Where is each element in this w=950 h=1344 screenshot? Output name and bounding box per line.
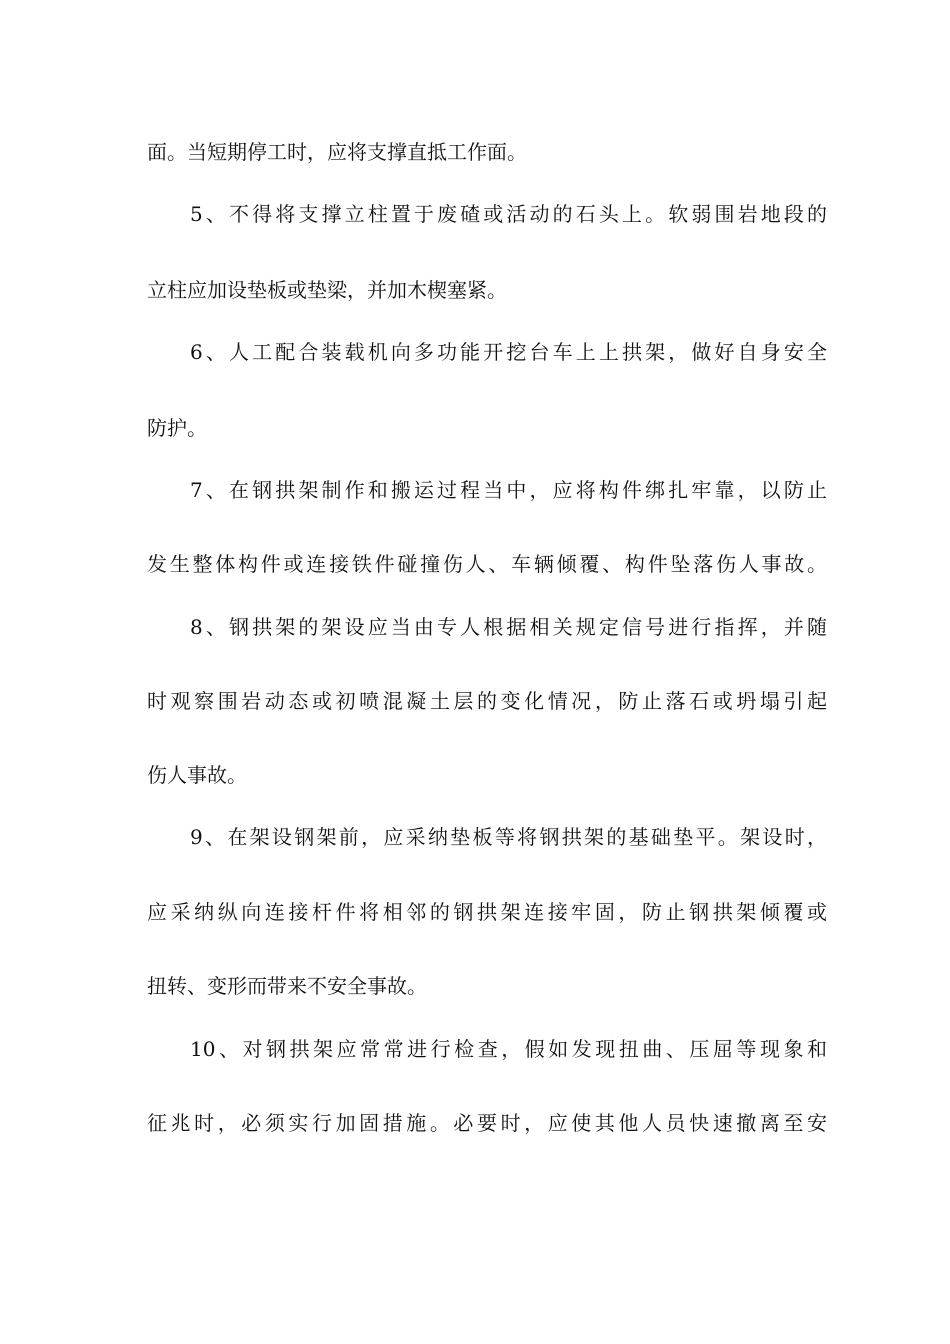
item-8-line-3: 伤人事故。 — [147, 763, 247, 787]
item-7-line-1: 7、在钢拱架制作和搬运过程当中，应将构件绑扎牢靠，以防止 — [190, 478, 827, 502]
text-line: 面。当短期停工时，应将支撑直抵工作面。 — [147, 140, 527, 164]
item-8-line-2: 时观察围岩动态或初喷混凝土层的变化情况，防止落石或坍塌引起 — [147, 689, 827, 713]
item-5-line-1: 5、不得将支撑立柱置于废碴或活动的石头上。软弱围岩地段的 — [190, 202, 827, 226]
item-5-line-2: 立柱应加设垫板或垫梁，并加木楔塞紧。 — [147, 278, 507, 302]
item-9-line-1: 9、在架设钢架前，应采纳垫板等将钢拱架的基础垫平。架设时， — [190, 825, 827, 849]
item-10-line-1: 10、对钢拱架应常常进行检查，假如发现扭曲、压屈等现象和 — [190, 1037, 827, 1061]
item-7-line-2: 发生整体构件或连接铁件碰撞伤人、车辆倾覆、构件坠落伤人事故。 — [147, 552, 827, 576]
item-8-line-1: 8、钢拱架的架设应当由专人根据相关规定信号进行指挥，并随 — [190, 615, 827, 639]
item-6-line-1: 6、人工配合装载机向多功能开挖台车上上拱架，做好自身安全 — [190, 340, 827, 364]
item-9-line-2: 应采纳纵向连接杆件将相邻的钢拱架连接牢固，防止钢拱架倾覆或 — [147, 900, 827, 924]
item-10-line-2: 征兆时，必须实行加固措施。必要时，应使其他人员快速撤离至安 — [147, 1111, 827, 1135]
item-9-line-3: 扭转、变形而带来不安全事故。 — [147, 974, 427, 998]
item-6-line-2: 防护。 — [147, 416, 207, 440]
